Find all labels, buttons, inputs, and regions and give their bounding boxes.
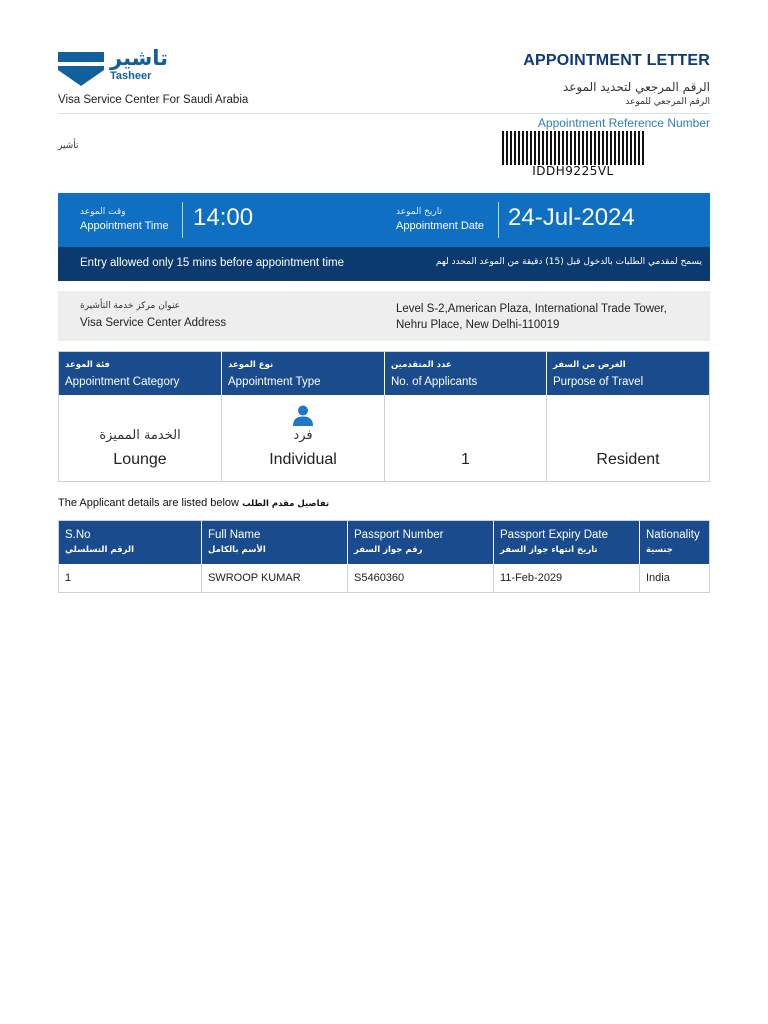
category-table-header	[59, 352, 709, 395]
header-arabic: رقم جواز السفر	[354, 545, 423, 555]
category-cell	[59, 395, 222, 481]
header-full-name	[202, 521, 348, 564]
header-label: Appointment Category	[65, 376, 180, 388]
address-label: Visa Service Center Address	[80, 317, 227, 329]
appointment-time-arabic: وقت الموعد	[80, 207, 126, 217]
reference-arabic-subheading: الرقم المرجعي للموعد	[625, 97, 710, 107]
logo-english-text: Tasheer	[110, 70, 152, 82]
appointment-time-value: 14:00	[193, 204, 254, 231]
header-arabic: الأسم بالكامل	[208, 545, 266, 555]
barcode-bar	[582, 131, 584, 165]
person-icon	[292, 404, 314, 426]
barcode-bar	[610, 131, 612, 165]
barcode-bar	[506, 131, 508, 165]
barcode-bar	[502, 131, 504, 165]
full-name-value: SWROOP KUMAR	[208, 572, 301, 584]
applicant-details-arabic: تفاصيل مقدم الطلب	[242, 499, 330, 509]
table-cell	[348, 564, 494, 592]
purpose-cell	[547, 395, 709, 481]
applicant-table-header	[59, 521, 709, 564]
table-cell	[494, 564, 640, 592]
type-cell	[222, 395, 385, 481]
address-line-1: Level S-2,American Plaza, International Trade Tower,	[396, 303, 667, 315]
header-label: Appointment Type	[228, 376, 321, 388]
header-arabic: تاريخ انتهاء جواز السفر	[500, 545, 598, 555]
category-arabic: الخدمة المميزة	[99, 428, 181, 443]
header-label: S.No	[65, 529, 91, 541]
address-value	[396, 301, 696, 333]
header-sno	[59, 521, 202, 564]
entry-notice-text: Entry allowed only 15 mins before appointment time	[80, 257, 345, 269]
header-divider	[58, 113, 710, 114]
header-label: Nationality	[646, 529, 700, 541]
barcode-bar	[550, 131, 552, 165]
reference-arabic-heading: الرقم المرجعي لتحديد الموعد	[562, 80, 710, 94]
header-no-of-applicants	[385, 352, 547, 395]
header-passport-expiry	[494, 521, 640, 564]
header-label: Passport Expiry Date	[500, 529, 609, 541]
table-cell	[202, 564, 348, 592]
barcode-bar	[590, 131, 592, 165]
letter-title: APPOINTMENT LETTER	[523, 52, 710, 69]
header-label: No. of Applicants	[391, 376, 478, 388]
barcode-bar	[634, 131, 636, 165]
barcode-bar	[614, 131, 616, 165]
appointment-date-arabic: تاريخ الموعد	[396, 207, 442, 217]
barcode-bar	[642, 131, 644, 165]
type-arabic: فرد	[293, 428, 313, 443]
barcode-bar	[534, 131, 536, 165]
barcode-bar	[606, 131, 608, 165]
category-value: Lounge	[113, 451, 167, 468]
barcode-bar	[522, 131, 524, 165]
barcode-bar	[562, 131, 564, 165]
header-arabic: فئة الموعد	[65, 360, 110, 370]
sno-value: 1	[65, 572, 72, 584]
logo-arabic-text: تاشير	[110, 46, 169, 70]
barcode-bar	[554, 131, 556, 165]
barcode-bar	[594, 131, 596, 165]
table-cell	[640, 564, 709, 592]
barcode-bar	[598, 131, 600, 165]
barcode-bar	[566, 131, 568, 165]
header-arabic: نوع الموعد	[228, 360, 274, 370]
applicant-details-label: The Applicant details are listed below	[58, 497, 239, 509]
barcode-bar	[518, 131, 520, 165]
appointment-date-label: Appointment Date	[396, 220, 485, 232]
center-title: Visa Service Center For Saudi Arabia	[58, 94, 249, 106]
barcode-bar	[574, 131, 576, 165]
barcode-bar	[638, 131, 640, 165]
barcode-bar	[630, 131, 632, 165]
nationality-value: India	[646, 572, 670, 584]
applicants-count-value: 1	[461, 451, 470, 468]
header-arabic: الرقم التسلسلي	[65, 545, 134, 555]
barcode-bar	[510, 131, 512, 165]
applicants-count-cell	[385, 395, 547, 481]
reference-number-label: Appointment Reference Number	[537, 116, 710, 130]
header-passport-number	[348, 521, 494, 564]
header-arabic: جنسية	[646, 545, 673, 555]
barcode-bar	[618, 131, 620, 165]
header-label: Passport Number	[354, 529, 444, 541]
time-divider	[182, 202, 183, 238]
header-appointment-category	[59, 352, 222, 395]
barcode-bar	[526, 131, 528, 165]
tasheer-logo-mark-icon	[58, 50, 104, 90]
header-purpose-of-travel	[547, 352, 709, 395]
applicant-details-title	[58, 497, 329, 509]
header-arabic: عدد المتقدمين	[391, 360, 452, 370]
appointment-band	[58, 193, 710, 247]
applicant-table	[58, 520, 710, 593]
appointment-time-label: Appointment Time	[80, 220, 169, 232]
address-line-2: Nehru Place, New Delhi-110019	[396, 319, 560, 331]
header-label: Purpose of Travel	[553, 376, 644, 388]
barcode-bar	[586, 131, 588, 165]
appointment-category-table	[58, 351, 710, 482]
barcode-bar	[626, 131, 628, 165]
barcode-bar	[538, 131, 540, 165]
tasheer-arabic-small: تأشير	[58, 141, 79, 151]
barcode-bar	[622, 131, 624, 165]
passport-number-value: S5460360	[354, 572, 405, 584]
header-arabic: الغرض من السفر	[553, 360, 626, 370]
barcode-bar	[542, 131, 544, 165]
entry-notice-arabic: يسمح لمقدمي الطلبات بالدخول قبل (15) دقيقة من الموعد المحدد لهم	[435, 257, 702, 267]
reference-number-value: IDDH9225VL	[532, 164, 614, 178]
type-value: Individual	[269, 451, 337, 468]
date-divider	[498, 202, 499, 238]
address-band	[58, 291, 710, 341]
barcode-icon	[502, 131, 644, 165]
header-nationality	[640, 521, 709, 564]
barcode-bar	[578, 131, 580, 165]
barcode-bar	[558, 131, 560, 165]
entry-notice-band	[58, 247, 710, 281]
barcode-bar	[530, 131, 532, 165]
purpose-value: Resident	[596, 451, 660, 468]
header-label: Full Name	[208, 529, 261, 541]
passport-expiry-value: 11-Feb-2029	[500, 572, 563, 584]
address-label-arabic: عنوان مركز خدمة التأشيرة	[80, 301, 181, 311]
appointment-date-value: 24-Jul-2024	[508, 204, 635, 231]
header-appointment-type	[222, 352, 385, 395]
barcode-bar	[570, 131, 572, 165]
barcode-bar	[514, 131, 516, 165]
barcode-bar	[602, 131, 604, 165]
table-cell	[59, 564, 202, 592]
barcode-bar	[546, 131, 548, 165]
